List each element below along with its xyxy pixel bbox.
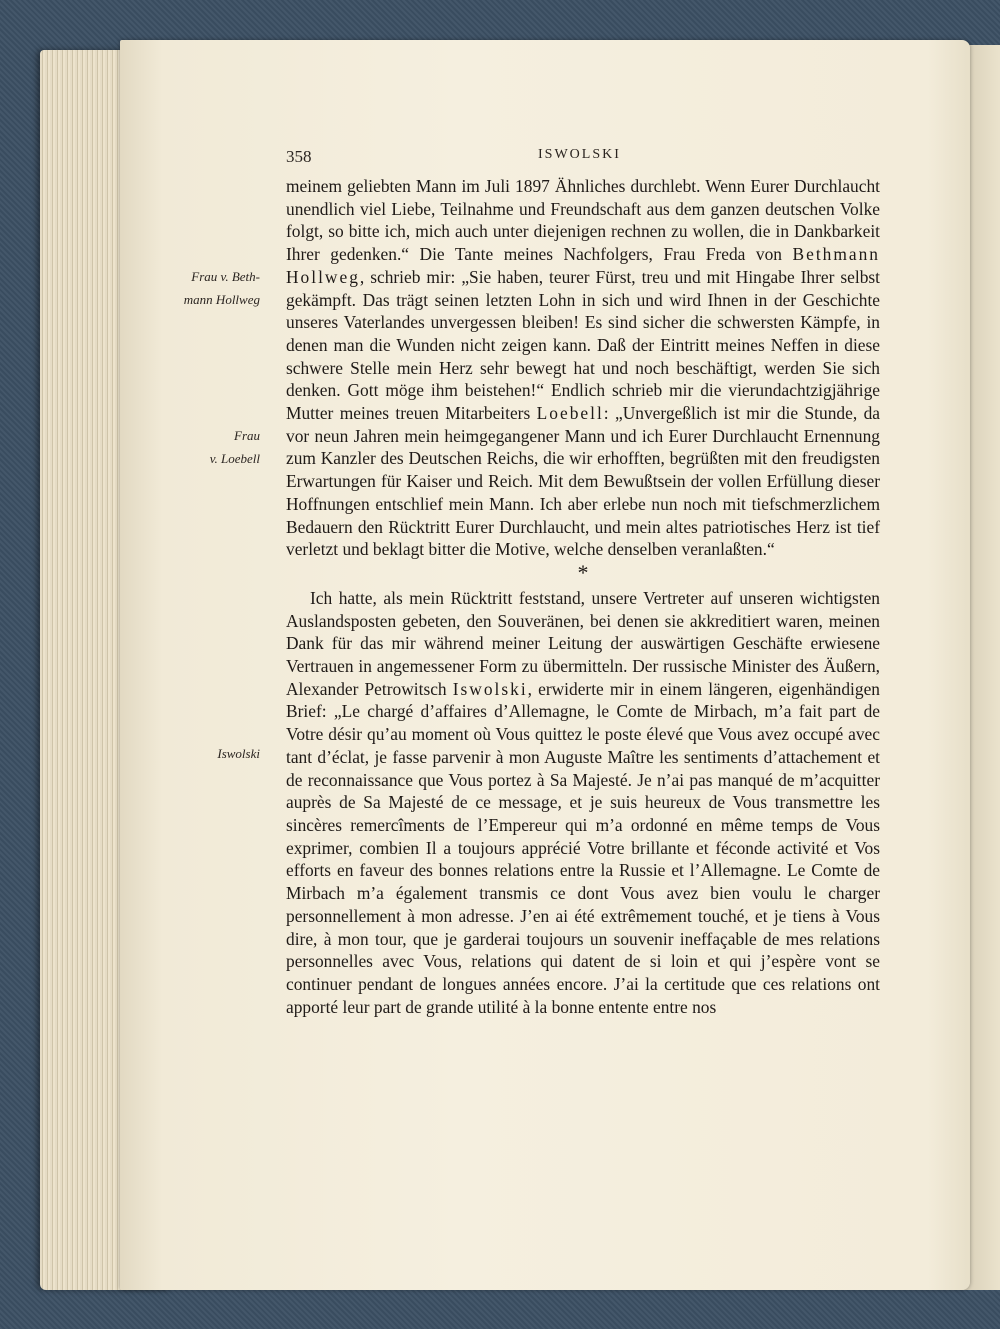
- name-loebell: Loebell: [536, 403, 604, 424]
- paragraph-2: Ich hatte, als mein Rücktritt feststand, unsere Vertreter auf unseren wichtigsten Auslandsposten gebeten, den Souveränen, bei denen sie akkreditiert waren, meinen Dank für das mir während meiner Leitung der auswärtigen Geschäfte erwiesene Vertrauen in angemessener Form zu übermitteln. Der russische Minister des Äußern, Alexander Petrowitsch Iswolski, erwiderte mir in einem längeren, eigenhändigen Brief: „Le chargé d’affaires d’Allemagne, le Comte de Mirbach, m’a fait part de Votre désir qu’au moment où Vous quittez le poste élevé que Vous avez occupé avec tant d’éclat, je fasse parvenir à mon Auguste Maître les sentiments d’attachement et de reconnaissance que Vous portez à Sa Majesté. Je n’ai pas manqué de m’acquitter auprès de Sa Majesté de ce message, et je suis heureux de Vous transmettre les sincères remercîments de l’Empereur qui m’a ordonné en même temps de Vous exprimer, combien Il a toujours apprécié Votre brillante et féconde activité et Vos efforts en faveur des bonnes relations entre la Russie et l’Allemagne. Le Comte de Mirbach m’a également transmis ce dont Vous avez bien voulu le charger personnellement à mon adresse. J’en ai été extrêmement touché, et je tiens à Vous dire, à mon tour, que je garderai toujours un souvenir ineffaçable de mes relations personnelles avec Vous, relations qui datent de si loin et qui j’espère vont se continuer pendant de longues années encore. J’ai la certitude que ces relations ont apporté leur part de grande utilité à la bonne entente entre nos: [286, 587, 880, 1017]
- running-head: ISWOLSKI: [538, 147, 621, 162]
- page-header: [286, 147, 876, 169]
- name-iswolski: Iswolski: [452, 678, 528, 699]
- body-text: [286, 175, 880, 1018]
- name-bethmann-hollweg: Bethmann Hollweg: [286, 244, 880, 287]
- margin-note-iswolski: Iswolski: [217, 746, 260, 761]
- page-number: 358: [286, 147, 312, 166]
- paragraph-1: meinem geliebten Mann im Juli 1897 Ähnliches durchlebt. Wenn Eurer Durchlaucht unendlich viel Liebe, Teilnahme und Freundschaft aus dem ganzen deutschen Volke folgt, so bitte ich, mich auch unter diejenigen rechnen zu wollen, die in Dankbarkeit Ihrer gedenken.“ Die Tante meines Nachfolgers, Frau Freda von Bethmann Hollweg, schrieb mir: „Sie haben, teurer Fürst, treu und mit Hingabe Ihrer selbst gekämpft. Das trägt seinen letzten Lohn in sich und wird Ihnen in der Geschichte unseres Vaterlandes unvergessen bleiben! Es sind sicher die schwersten Kämpfe, in denen man die Wunden nicht zeigen kann. Daß der Eintritt meines Neffen in diese schwere Stelle mein Herz sehr bewegt hat und noch beschäftigt, werden Sie sich denken. Gott möge ihm beistehen!“ Endlich schrieb mir die vierundachtzigjährige Mutter meines treuen Mitarbeiters Loebell: „Unvergeßlich ist mir die Stunde, da vor neun Jahren mein heimgegangener Mann und ich Eurer Durchlaucht Ernennung zum Kanzler des Deutschen Reichs, die wir erhofften, begrüßten mit den freudigsten Erwartungen für Kaiser und Reich. Mit dem Bewußtsein der vollen Erfüllung dieser Hoffnungen entschlief mein Mann. Ich aber erlebe nun noch mit tiefschmerzlichem Bedauern den Rücktritt Eurer Durchlaucht, und mein altes patriotisches Herz ist tief verletzt und beklagt bitter die Motive, welche denselben veranlaßten.“: [286, 176, 880, 560]
- margin-note-bethmann-2: mann Hollweg: [183, 292, 260, 307]
- margin-note-bethmann-1: Frau v. Beth-: [191, 269, 260, 284]
- section-separator: *: [577, 559, 589, 585]
- margin-note-loebell-1: Frau: [234, 428, 260, 443]
- margin-note-loebell-2: v. Loebell: [209, 451, 260, 466]
